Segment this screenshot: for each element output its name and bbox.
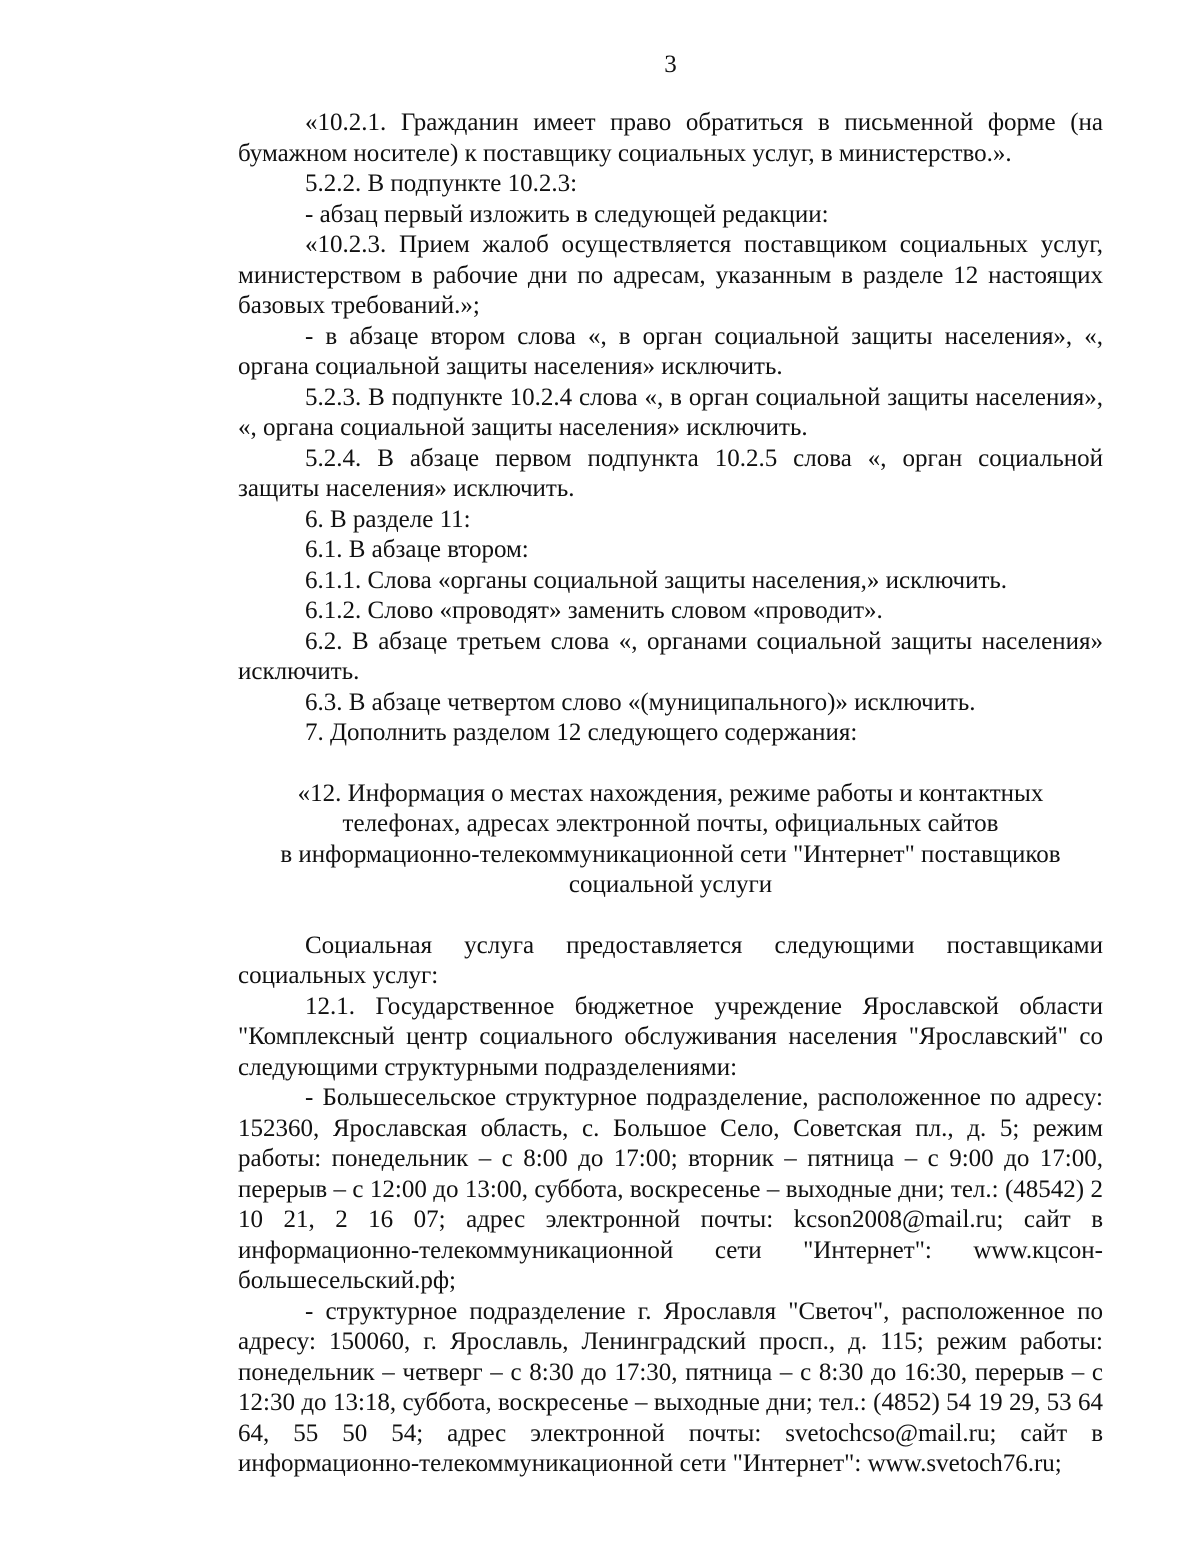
paragraph: 5.2.2. В подпункте 10.2.3: (305, 170, 578, 197)
paragraph: - Большесельское структурное подразделение, расположенное по адресу: 152360, Ярославская область, с. Большое Село, Советская пл., д. 5; режим работы: понедельник – с 8:00 до 17:00; вторник – пятница – с 9:00 до 17:00, перерыв – с 12:00 до 13:00, суббота, воскресенье – выходные дни; тел.: (48542) 2 10 21, 2 16 07; адрес электронной почты: kcson2008@mail.ru; сайт в информационно-телекоммуникационной сети "Интернет": www.кцсон-большесельский.рф; (238, 1084, 1103, 1294)
section-title-line: в информационно-телекоммуникационной сети "Интернет" поставщиков (280, 840, 1061, 868)
paragraph: 6.1.1. Слова «органы социальной защиты населения,» исключить. (305, 566, 1008, 594)
paragraph: 7. Дополнить разделом 12 следующего содержания: (305, 719, 858, 746)
section-title-line: «12. Информация о местах нахождения, режиме работы и контактных (297, 779, 1044, 807)
paragraph: 6.1.2. Слово «проводят» заменить словом «проводит». (305, 597, 883, 624)
section-title-line: социальной услуги (568, 871, 773, 898)
paragraph: - в абзаце втором слова «, в орган социальной защиты населения», «, органа социальной защиты населения» исключить. (238, 322, 1103, 380)
page-number: 3 (664, 51, 677, 78)
paragraph: - структурное подразделение г. Ярославля "Светоч", расположенное по адресу: 150060, г. Ярославль, Ленинградский просп., д. 115; режим работы: понедельник – четверг – с 8:30 до 17:30, пятница – с 8:30 до 16:30, перерыв – с 12:30 до 13:18, суббота, воскресенье – выходные дни; тел.: (4852) 54 19 29, 53 64 64, 55 50 54; адрес электронной почты: svetochcso@mail.ru; сайт в информационно-телекоммуникационной сети "Интернет": www.svetoch76.ru; (238, 1297, 1103, 1477)
paragraph: «10.2.1. Гражданин имеет право обратиться в письменной форме (на бумажном носителе) к поставщику социальных услуг, в министерство.». (238, 109, 1103, 167)
paragraph: 6. В разделе 11: (305, 505, 471, 533)
paragraph: - абзац первый изложить в следующей редакции: (305, 200, 829, 228)
paragraph: 5.2.4. В абзаце первом подпункта 10.2.5 слова «, орган социальной защиты населения» исключить. (238, 444, 1103, 502)
paragraph: 6.2. В абзаце третьем слова «, органами социальной защиты населения» исключить. (238, 627, 1103, 685)
paragraph: 6.1. В абзаце втором: (305, 536, 529, 563)
document-body (238, 108, 1103, 1480)
section-title (238, 779, 1103, 901)
section-title-line: телефонах, адресах электронной почты, официальных сайтов (342, 810, 999, 837)
paragraph: 6.3. В абзаце четвертом слово «(муниципального)» исключить. (305, 688, 976, 716)
paragraph: «10.2.3. Прием жалоб осуществляется поставщиком социальных услуг, министерством в рабочие дни по адресам, указанным в разделе 12 настоящих базовых требований.»; (238, 231, 1103, 319)
paragraph: Социальная услуга предоставляется следующими поставщиками социальных услуг: (238, 931, 1103, 989)
paragraph: 5.2.3. В подпункте 10.2.4 слова «, в орган социальной защиты населения», «, органа социальной защиты населения» исключить. (238, 383, 1103, 441)
paragraph: 12.1. Государственное бюджетное учреждение Ярославской области "Комплексный центр социального обслуживания населения "Ярославский" со следующими структурными подразделениями: (238, 992, 1103, 1081)
